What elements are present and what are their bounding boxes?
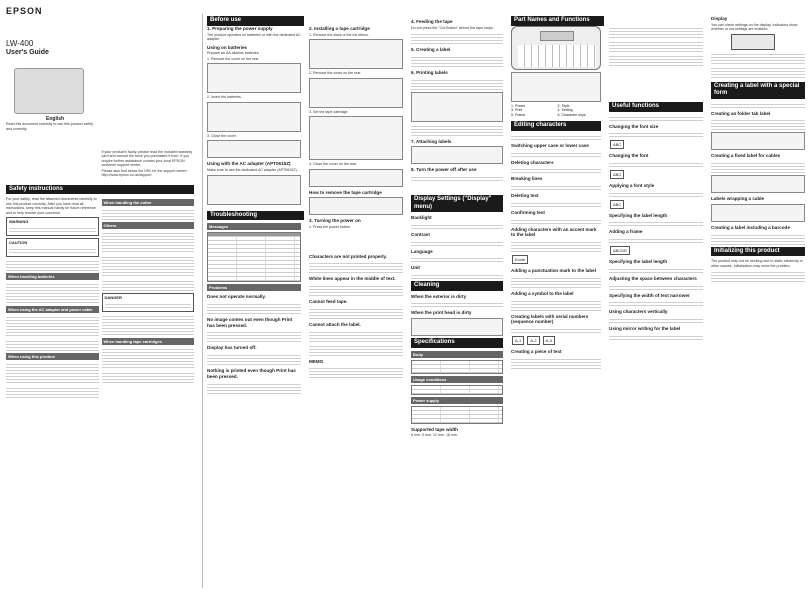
- cover-column: [0, 0, 200, 592]
- lcd-illustration: [731, 34, 775, 50]
- step2-title: 2. Installing a tape cartridge: [309, 26, 370, 31]
- messages-table: [207, 232, 301, 282]
- model-name: LW-400: [6, 39, 34, 49]
- attach-label-illustration: [411, 146, 503, 164]
- problems-bar: Problems: [207, 284, 301, 291]
- others-bar: Others: [102, 222, 195, 229]
- cleaning-header: Cleaning: [411, 281, 503, 291]
- steps-column: 4. Feeding the tape Do not press the "Cut Button" before the tape stops. 5. Creating a label 6. Printing labels 7. Attaching labels 8. Turn the power off after use Display Settings ("Display" menu) Backlight Contrast Language Unit Cleaning When the exterior is dirty When the print head is dirty Specifications Body Usage conditions Power supply Supported tape width 6 mm, 9 mm, 12 mm, 18 mm: [408, 0, 506, 592]
- set-tape-illustration: [309, 116, 403, 160]
- messages-bar: Messages: [207, 223, 301, 230]
- special-form-header: Creating a label with a special form: [711, 82, 805, 99]
- close-cover-illustration: [207, 140, 301, 158]
- ac-adapter-illustration: [207, 175, 301, 205]
- rear-view-illustration: [511, 72, 601, 102]
- handling-tape-bar: When handling tape cartridges: [102, 338, 195, 345]
- display-column: Display You can check settings on the display. Indicators show whether or not settings are enabled. Creating a label with a special form Creating an folder tab label Creating a fixed label for cables Labels wrapping a cable Creating a label including a barcode Initializing this product The product may not be working due to static electricity or other causes. Initialization may solve the problem.: [708, 0, 808, 592]
- parts-header: Part Names and Functions: [511, 16, 604, 26]
- keyboard-illustration: [511, 26, 601, 70]
- trouble-header: Troubleshooting: [207, 211, 304, 221]
- cable-label-illustration: [711, 175, 805, 193]
- safety-header: Safety instructions: [6, 185, 194, 195]
- language-label: English: [46, 116, 65, 122]
- printing-illustration: [411, 92, 503, 122]
- cover-note: If your product's faulty, please read the included warranty card and consult the store you purchased it from. If you require further assistance contact your local EPSON customer support center.: [101, 150, 193, 168]
- handling-batteries-bar: When handling batteries: [6, 273, 99, 280]
- danger-box: DANGER: [102, 293, 195, 312]
- initialize-header: Initializing this product: [711, 247, 805, 257]
- folder-tab-illustration: [711, 132, 805, 150]
- product-illustration: [14, 68, 84, 114]
- step1-title: 1. Preparing the power supply: [207, 26, 273, 31]
- using-adapter-bar: When using the AC adapter and power cable: [6, 306, 99, 313]
- remove-cover-illustration: [207, 63, 301, 93]
- remove-tape-illustration: [309, 197, 403, 215]
- guide-title: User's Guide: [6, 49, 49, 57]
- functions-header: Useful functions: [609, 102, 703, 112]
- before-use-column: Before use 1. Preparing the power supply The product operates on batteries or with the dedicated AC adapter. Using on batteries Prepare six AA alkaline batteries. 1. Remove the cover on the rear. 2. Insert the batteries. 3. Close the cover. Using with the AC adapter (APT0615Z) Make sure to use the dedicated AC adapter (APT0615Z). Troubleshooting Messages Problems Does not operate normally. No image comes out even though Print has been pressed. Display has turned off. Nothing is printed even though Print has been pressed.: [204, 0, 304, 592]
- safety-intro: For your safety, read the attached documents carefully to use this product correctly. After you have read all instructions, keep this manual handy for future reference and to help resolve your concerns.: [6, 197, 97, 215]
- using-product-bar: When using this product: [6, 353, 99, 360]
- caution-box: CAUTION: [6, 238, 99, 257]
- functions-column: Useful functions Changing the font size ABC Changing the font ABC Applying a font style ABC Specifying the label length Adding a frame ABCDE Specifying the label length Adjusting the space between characters Specifying the width of text narrower Using characters vertically Using mirror writing for the label: [606, 0, 706, 592]
- cover-contact: Please also find below the URL for the support centre: http://www.epson.co.uk/support: [101, 168, 188, 178]
- before-use-header: Before use: [207, 16, 304, 26]
- print-head-illustration: [411, 318, 503, 336]
- install-column: 2. Installing a tape cartridge 1. Remove the slack of the ink ribbon. 2. Remove the cover on the rear. 3. Set the tape cartridge. 4. Close the cover on the rear. How to remove the tape cartridge 3. Turning the power on 1. Press the power button. Characters are not printed properly. White lines appear in the middle of text. Cannot feed tape. Cannot attach the label. MEMO: [306, 0, 406, 592]
- editing-header: Editing characters: [511, 121, 601, 131]
- parts-column: Part Names and Functions 1. Power 3. Print 5. Frame 2. Style 4. Setting 6. Character keys Editing characters Switching upper case or lower case Deleting characters Breaking lines Deleting text Confirming text Adding characters with an accent mark to the label Ecole Adding a punctuation mark to the label Adding a symbol to the label Creating labels with serial numbers (sequence number) A-1 A-2 A-3 Creating a piece of text: [508, 0, 604, 592]
- close-rear-cover-illustration: [309, 169, 403, 187]
- battery-note: Prepare six AA alkaline batteries.: [207, 51, 260, 56]
- display-title: Display: [711, 16, 728, 21]
- handling-cutter-bar: When handling the cutter: [102, 199, 195, 206]
- wrap-cable-illustration: [711, 204, 805, 222]
- warning-box: WARNING: [6, 217, 99, 236]
- trouble-memo: MEMO: [309, 358, 324, 364]
- specifications-header: Specifications: [411, 338, 503, 348]
- cover-intro: Read this document carefully to use this product safely and correctly.: [6, 122, 94, 131]
- sample-ecole: Ecole: [512, 255, 528, 264]
- insert-batteries-illustration: [207, 102, 301, 132]
- display-settings-header: Display Settings ("Display" menu): [411, 195, 503, 212]
- rear-cover-illustration: [309, 78, 403, 108]
- epson-logo: EPSON: [6, 6, 43, 16]
- ink-ribbon-illustration: [309, 39, 403, 69]
